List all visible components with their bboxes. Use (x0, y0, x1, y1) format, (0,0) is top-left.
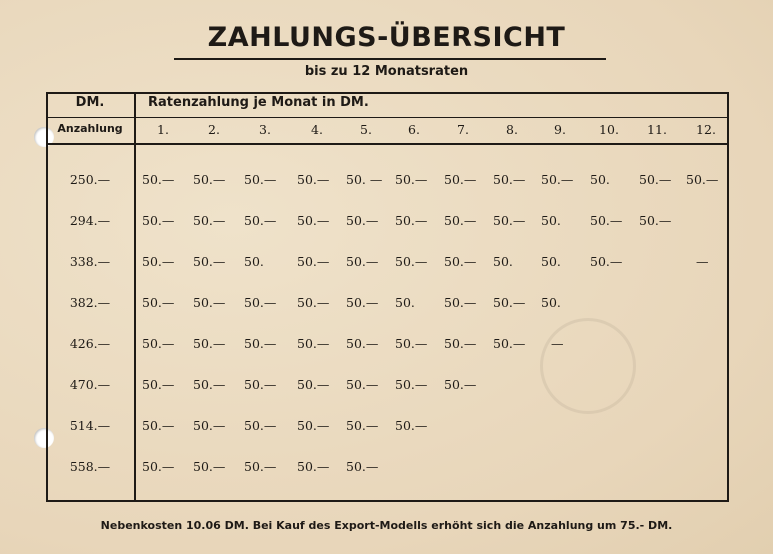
title-underline (174, 58, 606, 60)
month-header-6: 6. (408, 122, 420, 137)
rate-cell: 50.— (686, 172, 719, 187)
table-header-bottom-rule (46, 143, 729, 145)
rate-cell: 50.— (493, 336, 526, 351)
rate-cell: 50.— (297, 254, 330, 269)
rate-cell: 50. (244, 254, 264, 269)
month-header-10: 10. (599, 122, 619, 137)
month-header-11: 11. (647, 122, 667, 137)
rate-cell: 50.— (444, 377, 477, 392)
month-header-7: 7. (457, 122, 469, 137)
rate-cell: 50.— (244, 336, 277, 351)
rate-cell: 50. (541, 254, 561, 269)
rate-cell: 50.— (244, 213, 277, 228)
rate-cell: 50.— (493, 213, 526, 228)
header-raten: Ratenzahlung je Monat in DM. (148, 95, 369, 110)
rate-cell: 50.— (346, 213, 379, 228)
rate-cell: 50.— (444, 172, 477, 187)
rate-cell: 50. (541, 295, 561, 310)
month-header-1: 1. (157, 122, 169, 137)
rate-cell: 50.— (395, 254, 428, 269)
table-header-divider (46, 117, 729, 118)
rate-cell: 50. — (346, 172, 383, 187)
rate-cell: 50. (493, 254, 513, 269)
rate-cell: 50.— (244, 172, 277, 187)
rate-cell: 50.— (193, 377, 226, 392)
rate-cell: 50.— (346, 336, 379, 351)
rate-cell: 50.— (395, 213, 428, 228)
rate-cell: 50.— (590, 213, 623, 228)
anzahlung-value: 558.— (69, 459, 111, 474)
rate-cell: 50.— (297, 172, 330, 187)
rate-cell: 50.— (297, 295, 330, 310)
rate-cell: 50.— (142, 213, 175, 228)
rate-cell: 50.— (395, 418, 428, 433)
rate-cell: 50.— (297, 377, 330, 392)
month-header-5: 5. (360, 122, 372, 137)
rate-cell: 50.— (193, 418, 226, 433)
rate-cell: 50.— (193, 254, 226, 269)
rate-cell: 50.— (297, 418, 330, 433)
month-header-3: 3. (259, 122, 271, 137)
rate-cell: 50.— (395, 172, 428, 187)
rate-cell: — (696, 254, 709, 269)
rate-cell: 50.— (244, 459, 277, 474)
rate-cell: 50.— (193, 336, 226, 351)
rate-cell: 50.— (346, 254, 379, 269)
table-column-divider (134, 92, 136, 502)
rate-cell: 50.— (346, 459, 379, 474)
rate-cell: 50. (541, 213, 561, 228)
rate-cell: 50.— (193, 459, 226, 474)
rate-cell: 50.— (142, 295, 175, 310)
anzahlung-value: 338.— (69, 254, 111, 269)
rate-cell: 50. (590, 172, 610, 187)
month-header-4: 4. (311, 122, 323, 137)
header-dm: DM. (75, 95, 105, 110)
rate-cell: 50.— (444, 295, 477, 310)
month-header-8: 8. (506, 122, 518, 137)
rate-cell: 50.— (444, 336, 477, 351)
header-anzahlung: Anzahlung (57, 122, 123, 135)
footer-note: Nebenkosten 10.06 DM. Bei Kauf des Export-Modells erhöht sich die Anzahlung um 75.- DM. (100, 519, 673, 532)
rate-cell: 50.— (193, 172, 226, 187)
rate-cell: 50.— (444, 213, 477, 228)
rate-cell: 50.— (639, 172, 672, 187)
rate-cell: 50.— (142, 336, 175, 351)
rate-cell: 50.— (493, 295, 526, 310)
rate-cell: 50. (395, 295, 415, 310)
rate-cell: 50.— (346, 295, 379, 310)
rate-cell: 50.— (297, 213, 330, 228)
month-header-2: 2. (208, 122, 220, 137)
page-subtitle: bis zu 12 Monatsraten (304, 64, 469, 79)
rate-cell: 50.— (142, 377, 175, 392)
rate-cell: 50.— (590, 254, 623, 269)
month-header-9: 9. (554, 122, 566, 137)
anzahlung-value: 426.— (69, 336, 111, 351)
rate-cell: 50.— (297, 459, 330, 474)
rate-cell: 50.— (346, 418, 379, 433)
anzahlung-value: 514.— (69, 418, 111, 433)
anzahlung-value: 294.— (69, 213, 111, 228)
anzahlung-value: 250.— (69, 172, 111, 187)
rate-cell: 50.— (142, 418, 175, 433)
rate-cell: 50.— (395, 336, 428, 351)
rate-cell: 50.— (395, 377, 428, 392)
rate-cell: 50.— (639, 213, 672, 228)
rate-cell: 50.— (142, 459, 175, 474)
rate-cell: — (551, 336, 564, 351)
page-title: ZAHLUNGS-ÜBERSICHT (207, 22, 566, 53)
anzahlung-value: 470.— (69, 377, 111, 392)
rate-cell: 50.— (142, 172, 175, 187)
rate-cell: 50.— (142, 254, 175, 269)
rate-cell: 50.— (244, 377, 277, 392)
rate-cell: 50.— (346, 377, 379, 392)
rate-cell: 50.— (297, 336, 330, 351)
rate-cell: 50.— (444, 254, 477, 269)
rate-cell: 50.— (244, 295, 277, 310)
rate-cell: 50.— (193, 213, 226, 228)
anzahlung-value: 382.— (69, 295, 111, 310)
rate-cell: 50.— (493, 172, 526, 187)
rate-cell: 50.— (193, 295, 226, 310)
rate-cell: 50.— (244, 418, 277, 433)
rate-cell: 50.— (541, 172, 574, 187)
month-header-12: 12. (696, 122, 716, 137)
